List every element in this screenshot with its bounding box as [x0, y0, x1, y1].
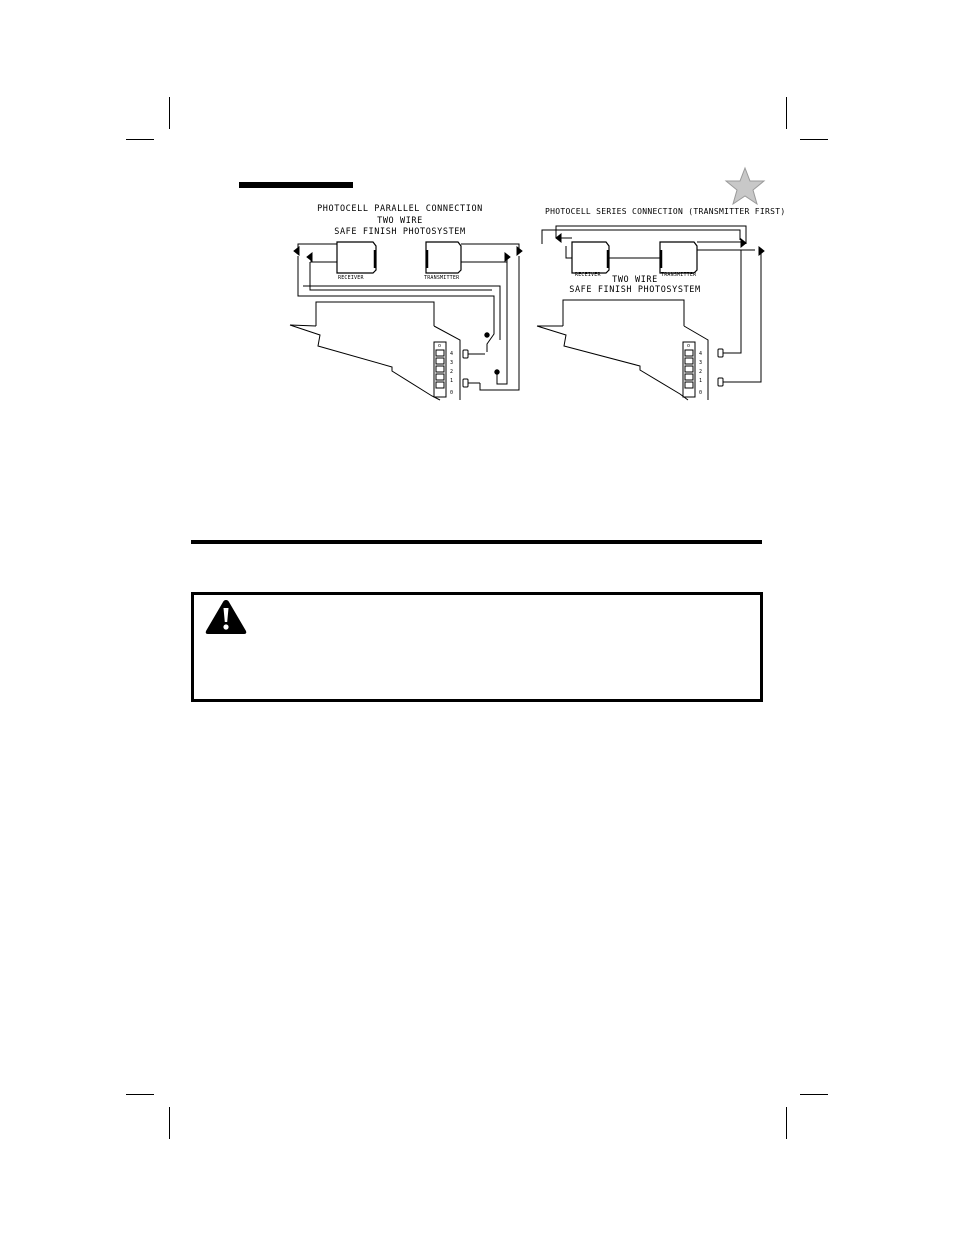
warning-box [191, 592, 763, 702]
parallel-diagram-subtitle-line2: SAFE FINISH PHOTOSYSTEM [334, 227, 466, 237]
series-terminal-number: 3 [699, 360, 703, 366]
parallel-terminal-top-marker: o [438, 343, 442, 349]
series-terminal-number: 1 [699, 378, 703, 384]
wiring-diagrams [0, 0, 954, 560]
crop-mark-bottom-right-vertical [786, 1107, 787, 1139]
series-receiver-label: RECEIVER [575, 272, 601, 278]
crop-mark-bottom-left-horizontal [126, 1094, 154, 1095]
series-transmitter-label: TRANSMITTER [661, 272, 697, 278]
series-diagram-subtitle-line2: SAFE FINISH PHOTOSYSTEM [569, 285, 701, 295]
series-terminal-number: 2 [699, 369, 703, 375]
parallel-terminal-number: 4 [450, 351, 454, 357]
parallel-terminal-number: 3 [450, 360, 454, 366]
parallel-diagram-title: PHOTOCELL PARALLEL CONNECTION [317, 204, 483, 214]
series-diagram-lines [537, 226, 764, 400]
crop-mark-bottom-left-vertical [169, 1107, 170, 1139]
series-terminal-number: 0 [699, 390, 703, 396]
parallel-terminal-number: 1 [450, 378, 454, 384]
crop-mark-bottom-right-horizontal [800, 1094, 828, 1095]
parallel-transmitter-label: TRANSMITTER [424, 275, 460, 281]
series-terminal-top-marker: o [687, 343, 691, 349]
parallel-diagram-lines [290, 242, 522, 400]
parallel-terminal-number: 2 [450, 369, 454, 375]
series-diagram-subtitle-line1: TWO WIRE [612, 275, 658, 285]
series-terminal-number: 4 [699, 351, 703, 357]
parallel-diagram-subtitle-line1: TWO WIRE [377, 216, 423, 226]
series-diagram-title: PHOTOCELL SERIES CONNECTION (TRANSMITTER FIRST) [545, 207, 786, 216]
parallel-receiver-label: RECEIVER [338, 275, 364, 281]
warning-triangle-icon [204, 598, 248, 636]
parallel-terminal-number: 0 [450, 390, 454, 396]
